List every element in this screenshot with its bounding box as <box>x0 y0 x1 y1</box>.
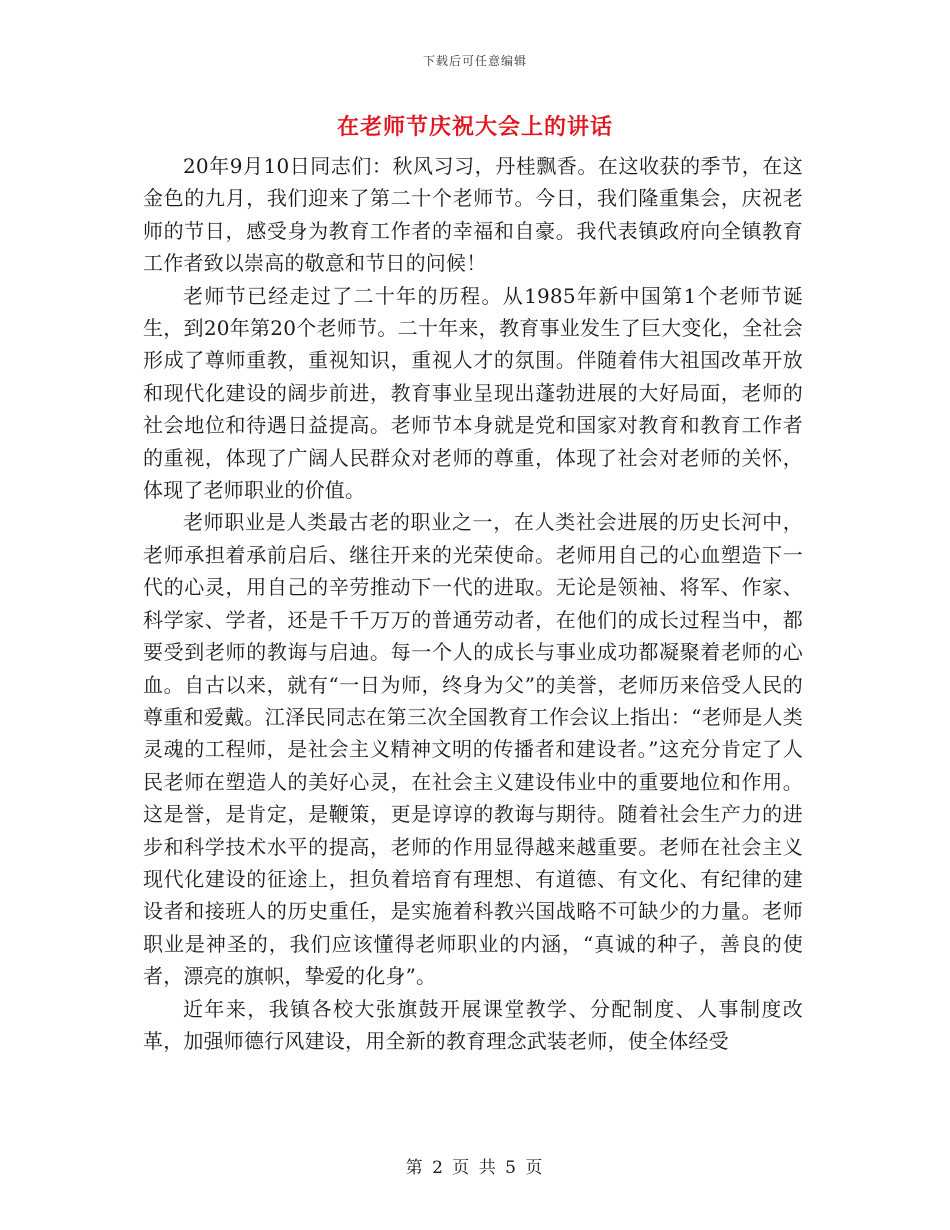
page-header-note: 下载后可任意编辑 <box>422 54 527 68</box>
document-title: 在老师节庆祝大会上的讲话 <box>336 115 613 140</box>
paragraph: 20年9月10日同志们：秋风习习，丹桂飘香。在这收获的季节，在这金色的九月，我们迎来了第二十个老师节。今日，我们隆重集会，庆祝老师的节日，感受身为教育工作者的幸福和自豪。我代表镇政府向全镇教育工作者致以崇高的敬意和节日的问候！ <box>143 154 803 276</box>
page-number-footer: 第 2 页 共 5 页 <box>405 1158 545 1178</box>
paragraph: 近年来，我镇各校大张旗鼓开展课堂教学、分配制度、人事制度改革，加强师德行风建设，用全新的教育理念武装老师，使全体经受 <box>143 996 803 1053</box>
paragraph: 老师职业是人类最古老的职业之一，在人类社会进展的历史长河中，老师承担着承前启后、继往开来的光荣使命。老师用自己的心血塑造下一代的心灵，用自己的辛劳推动下一代的进取。无论是领袖、将军、作家、科学家、学者，还是千千万万的普通劳动者，在他们的成长过程当中，都要受到老师的教诲与启迪。每一个人的成长与事业成功都凝聚着老师的心血。自古以来，就有“一日为师，终身为父”的美誉，老师历来倍受人民的尊重和爱戴。江泽民同志在第三次全国教育工作会议上指出：“老师是人类灵魂的工程师，是社会主义精神文明的传播者和建设者。”这充分肯定了人民老师在塑造人的美好心灵，在社会主义建设伟业中的重要地位和作用。这是誉，是肯定，是鞭策，更是谆谆的教诲与期待。随着社会生产力的进步和科学技术水平的提高，老师的作用显得越来越重要。老师在社会主义现代化建设的征途上，担负着培育有理想、有道德、有文化、有纪律的建设者和接班人的历史重任，是实施着科教兴国战略不可缺少的力量。老师职业是神圣的，我们应该懂得老师职业的内涵，“真诚的种子，善良的使者，漂亮的旗帜，挚爱的化身”。 <box>143 510 803 989</box>
document-body <box>143 150 803 1057</box>
paragraph: 老师节已经走过了二十年的历程。从1985年新中国第1个老师节诞生，到20年第20个老师节。二十年来，教育事业发生了巨大变化，全社会形成了尊师重教，重视知识，重视人才的氛围。伴随着伟大祖国改革开放和现代化建设的阔步前进，教育事业呈现出蓬勃进展的大好局面，老师的社会地位和待遇日益提高。老师节本身就是党和国家对教育和教育工作者的重视，体现了广阔人民群众对老师的尊重，体现了社会对老师的关怀，体现了老师职业的价值。 <box>143 283 803 503</box>
